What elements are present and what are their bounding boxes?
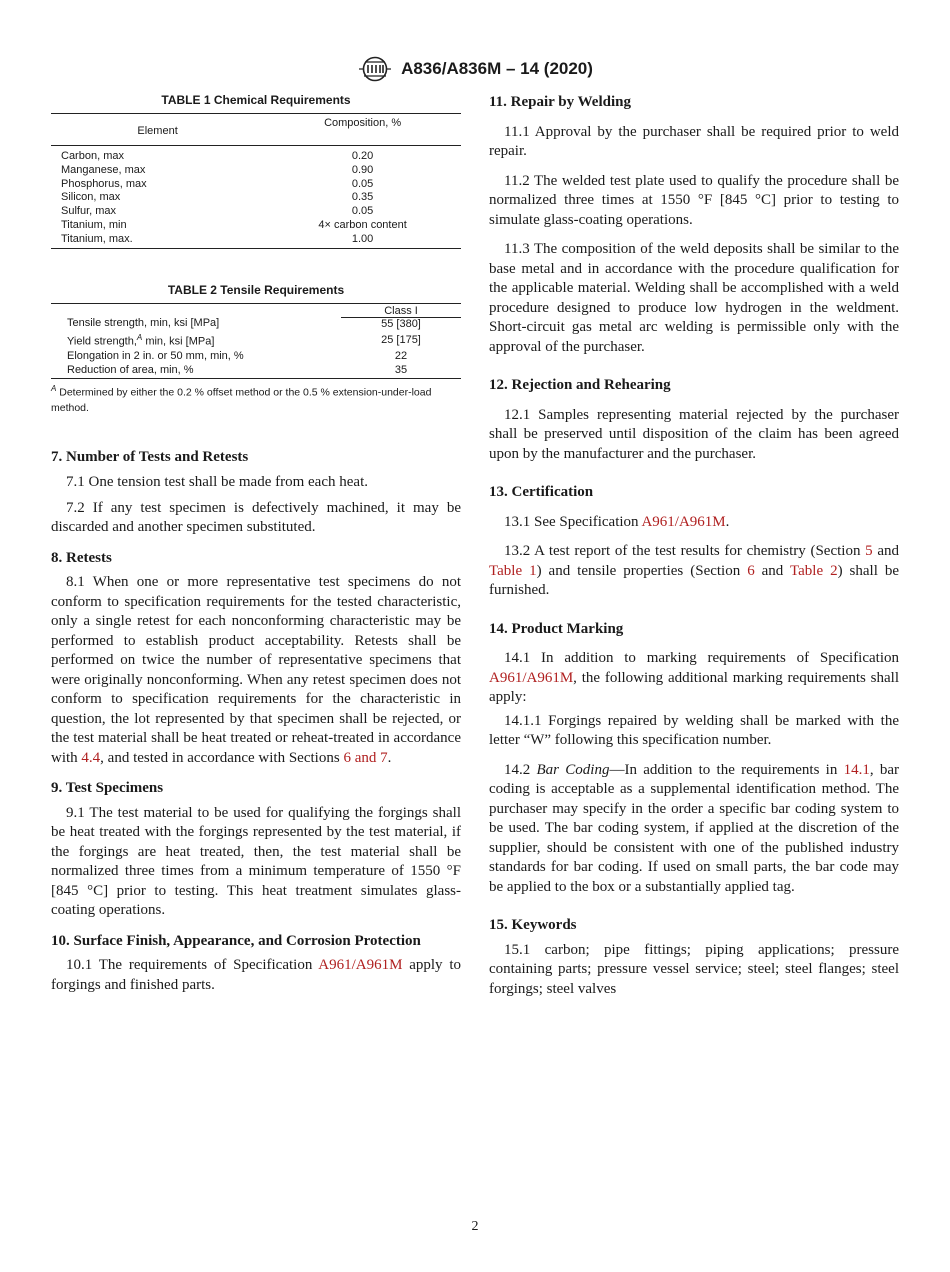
table-cell: Elongation in 2 in. or 50 mm, min, % [67,349,244,362]
text: , and tested in accordance with Sections [100,749,344,766]
section-10-heading: 10. Surface Finish, Appearance, and Corrosion Protection [51,932,421,949]
paragraph-14-1 [489,649,899,708]
table-1-header-composition: Composition, % [264,114,461,146]
paragraph-13-1 [489,513,899,533]
italic-term: Bar Coding [536,761,610,778]
table-row [51,146,461,164]
text: 13.2 A test report of the test results for chemistry (Section [504,543,866,559]
text: apply to forgings and finished parts. [51,957,461,993]
page-header [0,56,950,82]
document-designation: A836/A836M – 14 (2020) [401,59,593,78]
section-9-heading: 9. Test Specimens [51,780,164,797]
table-row [51,331,461,349]
text: 14.1 In addition to marking requirements of Specification [504,650,899,666]
table-2-footnote [51,381,461,416]
table-row [51,178,461,192]
tensile-requirements-table [51,303,461,380]
text: ) and tensile properties (Section [536,562,748,579]
section-7-heading: 7. Number of Tests and Retests [51,448,249,465]
table-cell: 0.90 [351,163,374,176]
cell-text: min, ksi [MPa] [142,336,215,349]
spec-a961-link[interactable]: A961/A961M [489,669,574,686]
table-cell: 25 [175] [381,333,421,346]
footnote-ref: A [136,333,143,343]
table-2-header-class: Class I [341,303,461,317]
cell-text: Yield strength, [67,336,137,349]
paragraph-14-2 [489,761,899,898]
text: —In addition to the requirements in [609,761,844,778]
text: , bar coding is acceptable as a supplemental identification method. The purchaser may specify in the order a specific bar coding system to be used. The bar coding system, if applied at the discretion of the supplier, should be consistent with one of the published industry standards for bar coding. If used on small parts, the bar code may be applied to the box or a substantially applied tag. [489,761,900,895]
table-cell: Titanium, min [61,218,127,231]
paragraph-15-1: 15.1 carbon; pipe fittings; piping applications; pressure containing parts; pressure vessel service; steel; steel flanges; steel forgings; steel valves [489,941,899,997]
table-row [51,205,461,219]
text: 13.1 See Specification [504,513,642,530]
text: . [725,513,730,530]
paragraph-13-2 [489,542,899,601]
footnote-mark: A [51,384,57,394]
table-2-title: TABLE 2 Tensile Requirements [167,282,345,297]
section-8-heading: 8. Retests [51,549,112,566]
table-1-title: TABLE 1 Chemical Requirements [161,93,351,107]
table-cell [51,331,341,349]
section-13-heading: 13. Certification [489,484,594,500]
section-4-4-link[interactable]: 4.4 [81,749,101,766]
table-row [51,219,461,233]
chemical-requirements-table [51,113,461,249]
spec-a961-link[interactable]: A961/A961M [641,513,726,530]
text: . [387,749,392,766]
paragraph-11-1: 11.1 Approval by the purchaser shall be required prior to weld repair. [489,123,899,159]
section-5-link[interactable]: 5 [865,543,873,559]
text: ) shall be furnished. [489,562,900,598]
right-column [489,93,899,999]
table-cell: 0.20 [351,150,374,162]
table-cell: Silicon, max [61,191,121,204]
table-row [51,317,461,331]
text: 10.1 The requirements of Specification [66,957,319,974]
spec-a961-link[interactable]: A961/A961M [318,957,403,974]
table-2-header-blank [51,303,341,317]
table-1-header-element: Element [51,114,264,146]
astm-logo-icon [357,56,393,82]
table-cell: Titanium, max. [51,233,264,248]
text: , the following additional marking requirements shall apply: [489,669,899,705]
left-column [51,93,461,995]
paragraph-14-1-1: 14.1.1 Forgings repaired by welding shall be marked with the letter “W” following this specification number. [489,712,899,748]
table-cell: 35 [341,364,461,379]
section-14-heading: 14. Product Marking [489,620,624,637]
text: 8.1 When one or more representative test specimens do not conform to specification requirements for the tested characteristic, only a single retest for each nonconforming characteristic may be performed to establish product acceptability. Retests shall be performed on twice the number of representative specimens that were originally nonconforming. When any retest specimen does not conform to specification requirements for the characteristic in question, the lot represented by that specimen shall be rejected, or the test material shall be heat treated or reheat-treated in accordance with [51,574,461,766]
table-cell: 55 [380] [381,317,421,330]
table-cell: 0.35 [351,191,374,204]
table-cell: 0.05 [351,205,374,218]
table-row [51,233,461,248]
table-cell: Phosphorus, max [61,177,147,190]
paragraph-10-1 [51,956,461,995]
paragraph-12-1: 12.1 Samples representing material rejected by the purchaser shall be preserved until disposition of the claim has been agreed upon by the manufacturer and the purchaser. [489,406,899,462]
paragraph-9-1: 9.1 The test material to be used for qualifying the forgings shall be heat treated with the forgings represented by the test material, if the forgings are heat treated, then, the test material shall be normalized three times from a minimum temperature of 1550 °F [845 °C] prior to testing. This heat treatment simulates glass-coating operations. [51,804,461,919]
text: and [872,543,899,559]
text: 14.2 [504,761,537,778]
section-6-link[interactable]: 6 [747,562,755,579]
table-cell: Reduction of area, min, % [51,364,341,379]
table-row [51,191,461,205]
paragraph-11-2: 11.2 The welded test plate used to qualify the procedure shall be normalized three times at 1550 °F [845 °C] prior to testing to simulate glass-coating operations. [489,172,899,228]
section-15-heading: 15. Keywords [489,917,577,933]
paragraph-7-2: 7.2 If any test specimen is defectively machined, it may be discarded and another specimen substituted. [51,499,461,536]
table-row [51,350,461,364]
table-cell: Sulfur, max [61,205,117,218]
table-cell: 1.00 [264,233,461,248]
table-row [51,364,461,379]
table-cell: Tensile strength, min, ksi [MPa] [67,317,220,330]
table-cell: 4× carbon content [318,218,407,231]
footnote-text: Determined by either the 0.2 % offset method or the 0.5 % extension-under-load method. [51,386,432,414]
table-row [51,164,461,178]
section-14-1-link[interactable]: 14.1 [843,761,870,778]
section-11-heading: 11. Repair by Welding [489,94,631,110]
table-cell: Manganese, max [61,163,146,176]
table-cell: Carbon, max [61,150,124,162]
table-1-link[interactable]: Table 1 [489,562,537,579]
table-cell: 22 [394,349,408,362]
paragraph-7-1: 7.1 One tension test shall be made from each heat. [66,474,368,491]
paragraph-8-1 [51,573,461,768]
page-number: 2 [471,1219,479,1234]
table-cell: 0.05 [351,177,374,190]
paragraph-11-3: 11.3 The composition of the weld deposits shall be similar to the base metal and in accordance with the procedure qualification for the applicable material. Welding shall be accomplished with a weld procedure designed to produce low hydrogen in the weldment. Short-circuit gas metal arc welding is permissible only with the approval of the purchaser. [489,241,899,355]
table-2-link[interactable]: Table 2 [790,562,838,579]
text: and [754,562,791,579]
section-12-heading: 12. Rejection and Rehearing [489,377,671,393]
sections-6-and-7-link[interactable]: 6 and 7 [343,749,388,766]
